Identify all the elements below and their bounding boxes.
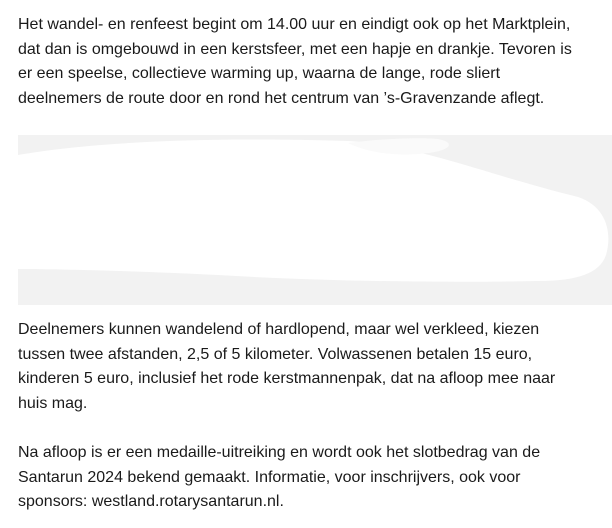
article-paragraph-3: [18, 441, 612, 515]
paragraph-line: sponsors: westland.rotarysantarun.nl.: [18, 493, 284, 510]
paragraph-line: Het wandel- en renfeest begint om 14.00 uur en eindigt ook op het Marktplein,: [18, 16, 571, 33]
image-overlay-shape: [18, 135, 612, 305]
article-paragraph-1: [18, 13, 612, 111]
article-image-placeholder: [18, 135, 612, 305]
article-paragraph-2: [18, 318, 612, 416]
paragraph-line: deelnemers de route door en rond het centrum van ’s-Gravenzande aflegt.: [18, 89, 545, 107]
paragraph-line: Na afloop is er een medaille-uitreiking en wordt ook het slotbedrag van de: [18, 444, 541, 461]
paragraph-line: tussen twee afstanden, 2,5 of 5 kilometer. Volwassenen betalen 15 euro,: [18, 345, 533, 363]
paragraph-line: er een speelse, collectieve warming up, waarna de lange, rode sliert: [18, 65, 501, 82]
paragraph-line: kinderen 5 euro, inclusief het rode kerstmannenpak, dat na afloop mee naar: [18, 370, 556, 387]
paragraph-line: huis mag.: [18, 394, 88, 412]
paragraph-line: Deelnemers kunnen wandelend of hardlopend, maar wel verkleed, kiezen: [18, 321, 540, 338]
paragraph-line: dat dan is omgebouwd in een kerstsfeer, met een hapje en drankje. Tevoren is: [18, 40, 572, 58]
paragraph-line: Santarun 2024 bekend gemaakt. Informatie, voor inschrijvers, ook voor: [18, 468, 521, 486]
